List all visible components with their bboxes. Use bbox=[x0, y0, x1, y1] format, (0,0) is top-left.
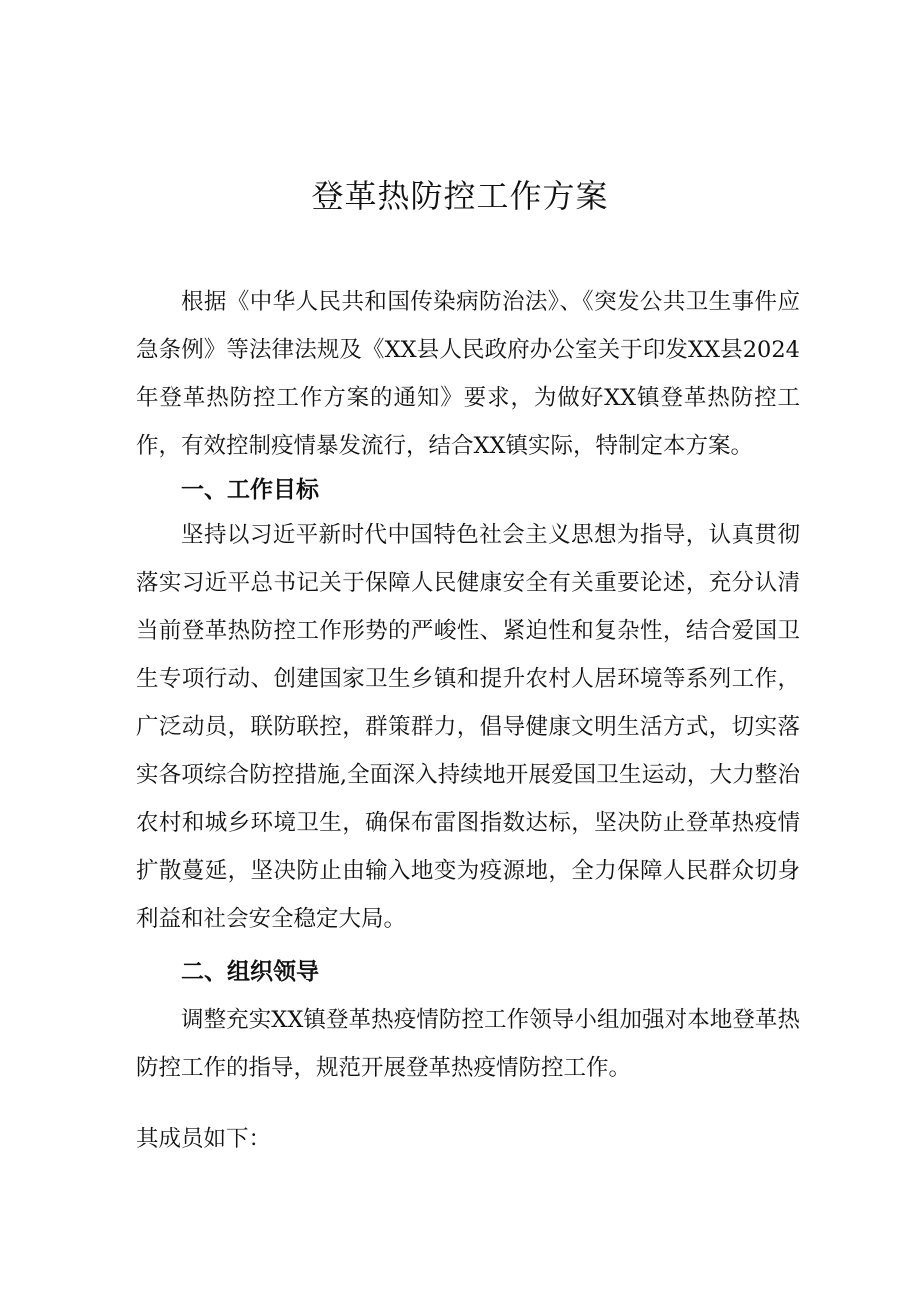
section-body-organization: 调整充实XX镇登革热疫情防控工作领导小组加强对本地登革热防控工作的指导，规范开展登革热疫情防控工作。 bbox=[136, 1007, 800, 1081]
section-heading-organization: 二、组织领导 bbox=[181, 959, 319, 985]
document-title: 登革热防控工作方案 bbox=[311, 177, 609, 215]
intro-paragraph: 根据《中华人民共和国传染病防治法》、《突发公共卫生事件应急条例》等法律法规及《XX县人民政府办公室关于印发XX县2024年登革热防控工作方案的通知》要求，为做好XX镇登革热防控工作，有效控制疫情暴发流行，结合XX镇实际，特制定本方案。 bbox=[136, 289, 800, 459]
section-body-goals: 坚持以习近平新时代中国特色社会主义思想为指导，认真贯彻落实习近平总书记关于保障人民健康安全有关重要论述，充分认清当前登革热防控工作形势的严峻性、紧迫性和复杂性，结合爱国卫生专项行动、创建国家卫生乡镇和提升农村人居环境等系列工作，广泛动员，联防联控，群策群力，倡导健康文明生活方式，切实落实各项综合防控措施,全面深入持续地开展爱国卫生运动，大力整治农村和城乡环境卫生，确保布雷图指数达标，坚决防止登革热疫情扩散蔓延，坚决防止由输入地变为疫源地，全力保障人民群众切身利益和社会安全稳定大局。 bbox=[136, 522, 800, 932]
section-heading-goals: 一、工作目标 bbox=[181, 477, 319, 503]
members-label: 其成员如下： bbox=[136, 1126, 272, 1152]
